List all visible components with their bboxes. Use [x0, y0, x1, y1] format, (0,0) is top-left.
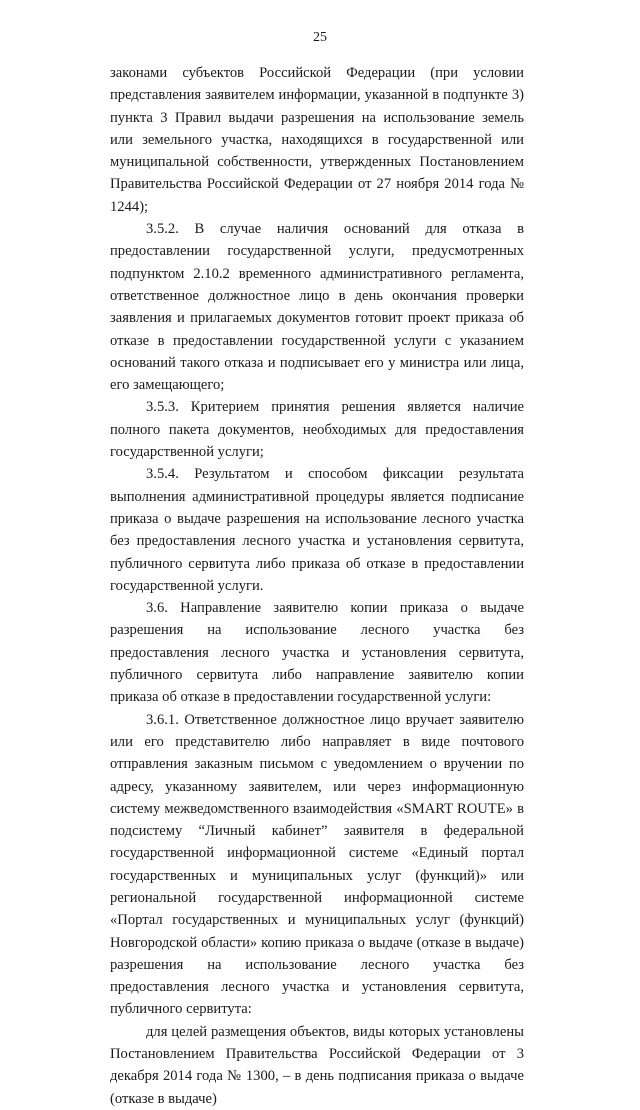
document-body — [110, 62, 524, 1110]
paragraph-3-5-2: 3.5.2. В случае наличия оснований для отказа в предоставлении государственной услуги, предусмотренных подпунктом 2.10.2 временного административного регламента, ответственное должностное лицо в день окончания проверки заявления и прилагаемых документов готовит проект приказа об отказе в предоставлении государственной услуги с указанием оснований такого отказа и подписывает его у министра или лица, его замещающего; — [110, 221, 524, 394]
paragraph-3-6: 3.6. Направление заявителю копии приказа о выдаче разрешения на использование лесного участка без предоставления лесного участка и установления сервитута, публичного сервитута либо направление заявителю копии приказа об отказе в предоставлении государственной услуги: — [110, 600, 524, 706]
paragraph-continuation: законами субъектов Российской Федерации (при условии представления заявителем информации, указанной в подпункте 3) пункта 3 Правил выдачи разрешения на использование земель или земельного участка, находящихся в государственной или муниципальной собственности, утвержденных Постановлением Правительства Российской Федерации от 27 ноября 2014 года № 1244); — [110, 65, 524, 215]
paragraph-3-6-1: 3.6.1. Ответственное должностное лицо вручает заявителю или его представителю либо направляет в виде почтового отправления заказным письмом с уведомлением о вручении по адресу, указанному заявителем, или через информационную систему межведомственного взаимодействия «SMART ROUTE» в подсистему “Личный кабинет” заявителя в федеральной государственной информационной системе «Единый портал государственных и муниципальных услуг (функций)» или региональной государственной информационной системе «Портал государственных и муниципальных услуг (функций) Новгородской области» копию приказа о выдаче (отказе в выдаче) разрешения на использование лесного участка без предоставления лесного участка и установления сервитута, публичного сервитута: — [110, 711, 524, 1018]
paragraph-objects-placement: для целей размещения объектов, виды которых установлены Постановлением Правительства Российской Федерации от 3 декабря 2014 года № 1300, – в день подписания приказа о выдаче (отказе в выдаче) — [110, 1023, 524, 1107]
paragraph-3-5-4: 3.5.4. Результатом и способом фиксации результата выполнения административной процедуры является подписание приказа о выдаче разрешения на использование лесного участка без предоставления лесного участка и установления сервитута, публичного сервитута либо приказа об отказе в предоставлении государственной услуги. — [110, 466, 524, 594]
paragraph-3-5-3: 3.5.3. Критерием принятия решения является наличие полного пакета документов, необходимых для предоставления государственной услуги; — [110, 399, 524, 461]
page-number: 25 — [313, 30, 327, 45]
